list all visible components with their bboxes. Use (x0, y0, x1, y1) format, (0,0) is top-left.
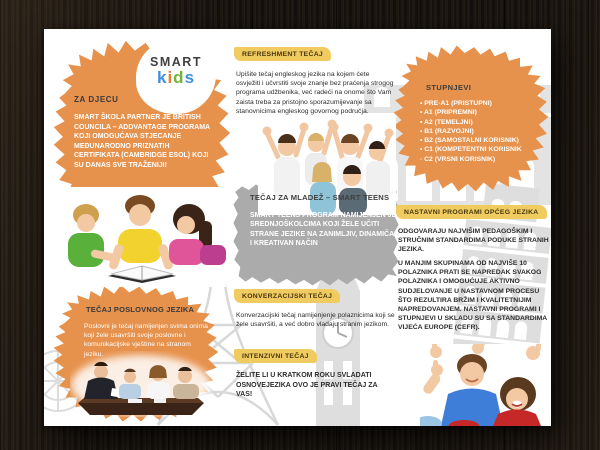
nastavni-paragraph-2: U MANJIM SKUPINAMA OD NAJVIŠE 10 POLAZNIKA PRATI SE NAPREDAK SVAKOG POLAZNIKA I OMOGUĆUJE AKTIVNO SUDJELOVANJE U NASTAVNOM PROCESU ŠTO REZULTIRA BRŽIM I KVALITETNIJIM NAPREDOVANJEM. NASTAVNI PROGRAMI I STUPNJEVI U SKLADU SU SA STANDARDIMA VIJEĆA EUROPE (CEFR). (398, 260, 547, 332)
konverzacijski-title-tag: KONVERZACIJSKI TEČAJ (234, 289, 340, 303)
smart-teens-title: TEČAJ ZA MLADEŽ – SMART TEENS (250, 193, 390, 202)
poslovni-body: Poslovni je tečaj namijenjen svima onima koji žele usavršiti svoje poslovne i komunikacijske vještine na stranom jeziku. (84, 323, 208, 358)
logo-letter-i: i (167, 68, 174, 87)
logo-kids-text (136, 69, 216, 86)
level-item: • B2 (SAMOSTALNI KORISNIK) (420, 137, 519, 145)
nastavni-paragraph-1: ODGOVARAJU NAJVIŠIM PEDAGOŠKIM I STRUČNIM STANDARDIMA PODUKE STRANIH JEZIKA. (398, 228, 549, 254)
level-item: • A1 (PRIPREMNI) (420, 109, 477, 117)
logo-letter-k: k (156, 68, 168, 87)
level-item: • A2 (TEMELJNI) (420, 118, 473, 126)
teens-thumbs-up-photo (420, 344, 551, 426)
intenzivni-title-tag: INTENZIVNI TEČAJ (234, 349, 317, 363)
logo-smart-text: SMART (150, 55, 202, 69)
za-djecu-title: ZA DJECU (74, 95, 119, 104)
refreshment-title-tag: REFRESHMENT TEČAJ (234, 47, 331, 61)
intenzivni-body: ŽELITE LI U KRATKOM ROKU SVLADATI OSNOVEJEZIKA OVO JE PRAVI TEČAJ ZA VAS! (236, 372, 378, 399)
logo-letter-s: s (184, 68, 196, 87)
kids-reading-photo (58, 187, 226, 287)
refreshment-body: Upišite tečaj engleskog jezika na kojem ćete osvježiti i učvrstiti svoje znanje bez praćenja strogog programa udžbenika, već radeći na onome što Vam zaista treba za pristojno sporazumijevanje sa stanovnicima engleskog govornog područja. (236, 71, 394, 115)
za-djecu-body: SMART ŠKOLA PARTNER JE BRITISH COUNCILA – ADDVANTAGE PROGRAMA KOJI OMOGUĆAVA STJECANJE MEĐUNARODNO PRIZNATIH CERTIFIKATA (CAMBRIDGE ESOL) KOJI SU DANAS SVE TRAŽENIJI! (74, 114, 210, 169)
level-item: • B1 (RAZVOJNI) (420, 127, 474, 135)
nastavni-title-tag: NASTAVNI PROGRAMI OPĆEG JEZIKA (396, 205, 547, 219)
brochure-paper (44, 29, 551, 426)
stupnjevi-levels-list (420, 99, 522, 164)
level-item: · C2 (VRSNI KORISNIK) (420, 155, 496, 163)
smart-teens-body: SMART TEENS PROGRAM NAMIJENJEN JE SREDNJOŠKOLCIMA KOJI ŽELE UČITI STRANE JEZIKE NA ZANIMLJIV, DINAMIČAN I KREATIVAN NAČIN (250, 212, 400, 248)
stupnjevi-title: STUPNJEVI (426, 83, 472, 92)
poslovni-title: TEČAJ POSLOVNOG JEZIKA (86, 305, 195, 314)
level-item: • PRE-A1 (PRISTUPNI) (420, 100, 492, 107)
konverzacijski-body: Konverzacijski tečaj namijenjenje polaznicima koji se žele usavršiti, a već dobro vladaju stranim jezikom. (236, 312, 395, 329)
level-item: • C1 (KOMPETENTNI KORISNIK (420, 146, 522, 154)
business-meeting-photo (70, 351, 212, 417)
logo-letter-d: d (173, 68, 185, 87)
smart-kids-logo (136, 40, 216, 114)
